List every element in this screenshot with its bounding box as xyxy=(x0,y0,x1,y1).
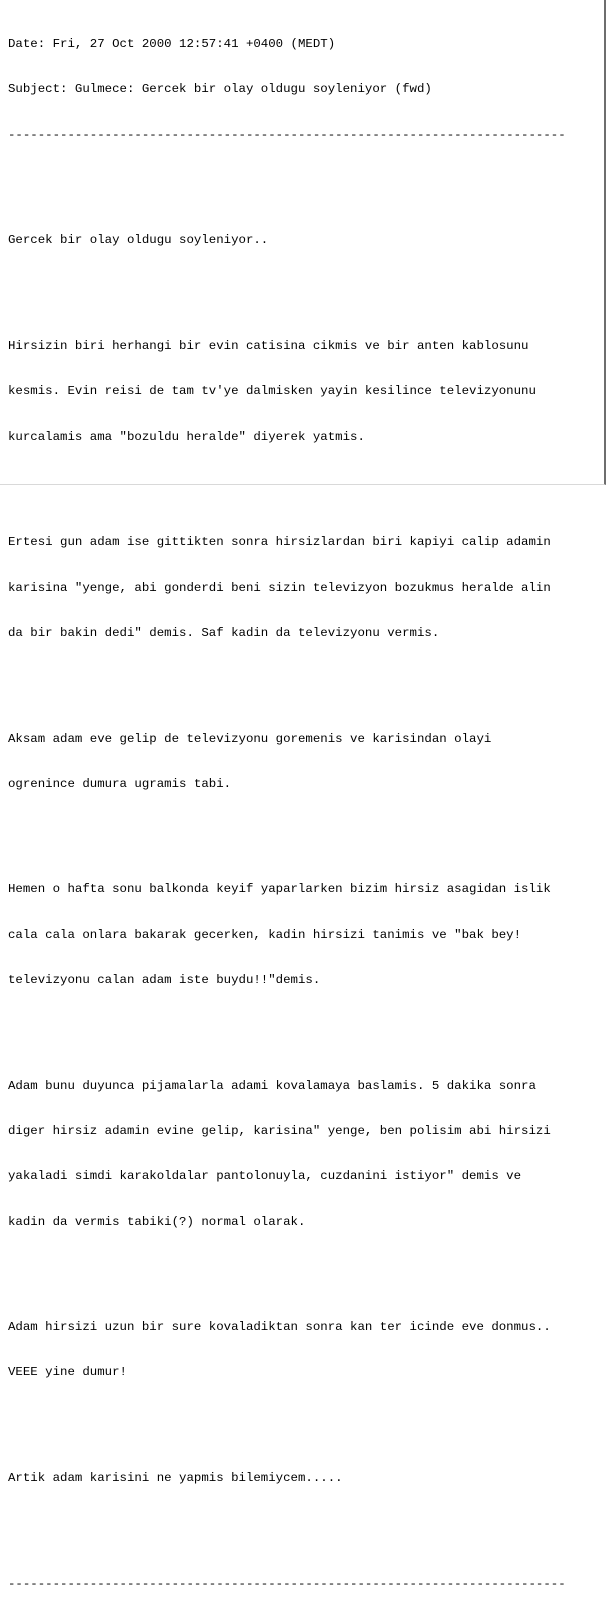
paragraph-5-line: Adam bunu duyunca pijamalarla adami kovalamaya baslamis. 5 dakika sonra xyxy=(8,1078,536,1093)
blank-line xyxy=(8,279,566,294)
blank-line xyxy=(8,1516,566,1531)
blank-line xyxy=(8,1260,566,1275)
blank-line xyxy=(8,173,566,188)
date-header: Date: Fri, 27 Oct 2000 12:57:41 +0400 (MEDT) xyxy=(8,37,336,52)
blank-line xyxy=(8,1411,566,1426)
blank-line xyxy=(8,671,566,686)
paragraph-1-line: Hirsizin biri herhangi bir evin catisina cikmis ve bir anten kablosunu xyxy=(8,339,529,354)
paragraph-5-line: yakaladi simdi karakoldalar pantolonuyla, cuzdanini istiyor" demis ve xyxy=(8,1169,522,1184)
paragraph-3-line: ogrenince dumura ugramis tabi. xyxy=(8,776,232,791)
blank-line xyxy=(8,822,566,837)
paragraph-6-line: Adam hirsizi uzun bir sure kovaladiktan sonra kan ter icinde eve donmus.. xyxy=(8,1320,551,1335)
paragraph-3-line: Aksam adam eve gelip de televizyonu goremenis ve karisindan olayi xyxy=(8,731,492,746)
intro-line: Gercek bir olay oldugu soyleniyor.. xyxy=(8,233,269,248)
subject-header: Subject: Gulmece: Gercek bir olay oldugu soyleniyor (fwd) xyxy=(8,82,432,97)
paragraph-2-line: karisina "yenge, abi gonderdi beni sizin televizyon bozukmus heralde alin xyxy=(8,580,551,595)
email-message xyxy=(8,7,566,1607)
footer-separator: --------------------------------------------------------------------------- xyxy=(8,1576,566,1591)
paragraph-4-line: televizyonu calan adam iste buydu!!"demis. xyxy=(8,973,321,987)
paragraph-2-line: Ertesi gun adam ise gittikten sonra hirsizlardan biri kapiyi calip adamin xyxy=(8,535,551,550)
paragraph-2-line: da bir bakin dedi" demis. Saf kadin da televizyonu vermis. xyxy=(8,625,440,640)
paragraph-4-line: cala cala onlara bakarak gecerken, kadin hirsizi tanimis ve "bak bey! xyxy=(8,927,522,942)
paragraph-6-line: VEEE yine dumur! xyxy=(8,1365,127,1380)
paragraph-5-line: diger hirsiz adamin evine gelip, karisina" yenge, ben polisim abi hirsizi xyxy=(8,1123,551,1138)
blank-line xyxy=(8,1018,566,1033)
paragraph-1-line: kesmis. Evin reisi de tam tv'ye dalmisken yayin kesilince televizyonunu xyxy=(8,384,536,399)
header-separator: --------------------------------------------------------------------------- xyxy=(8,127,566,142)
closing-line: Artik adam karisini ne yapmis bilemiycem..... xyxy=(8,1471,343,1486)
paragraph-4-line: Hemen o hafta sonu balkonda keyif yaparlarken bizim hirsiz asagidan islik xyxy=(8,882,551,897)
blank-line xyxy=(8,475,566,490)
paragraph-5-line: kadin da vermis tabiki(?) normal olarak. xyxy=(8,1214,306,1229)
paragraph-1-line: kurcalamis ama "bozuldu heralde" diyerek yatmis. xyxy=(8,429,365,444)
